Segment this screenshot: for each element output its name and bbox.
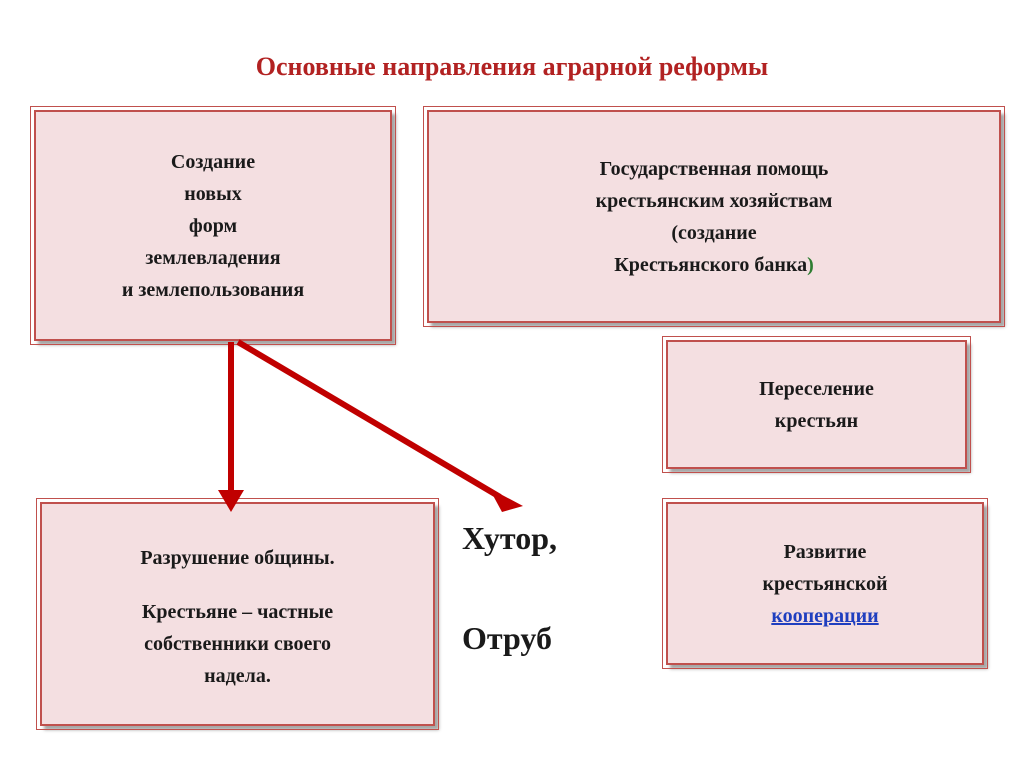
arrow-diagonal [238, 342, 500, 497]
box-text-line: землевладения [145, 247, 281, 269]
box-text-line: Развитие [783, 540, 867, 563]
box-text-line: Создание [170, 151, 256, 173]
box-text-line: Разрушение общины. [140, 547, 335, 569]
page-title: Основные направления аграрной реформы [255, 52, 769, 81]
box-text-line: (создание [671, 221, 757, 244]
bank-text: Крестьянского банка [614, 253, 808, 276]
box-text-line: Крестьяне – частные [141, 601, 334, 623]
box-text-line: надела. [204, 665, 271, 687]
cooperation-link[interactable]: кооперации [771, 604, 879, 627]
box-text-line: форм [188, 215, 238, 237]
arrowhead-diagonal [489, 488, 523, 512]
box-text-line: Переселение [759, 377, 874, 400]
box-text-line: крестьянской [762, 572, 888, 595]
box-text-line: новых [184, 183, 242, 205]
box-text-line: и землепользования [121, 279, 305, 301]
arrowhead-down [218, 490, 244, 512]
label-otrub: Отруб [462, 620, 552, 656]
box-text-line: крестьян [774, 409, 859, 432]
box-text-line: собственники своего [144, 633, 331, 655]
box-text-line: Государственная помощь [599, 157, 829, 180]
box-text-line: крестьянским хозяйствам [595, 189, 833, 212]
closing-paren: ) [807, 253, 814, 276]
label-khutor: Хутор, [462, 520, 557, 556]
